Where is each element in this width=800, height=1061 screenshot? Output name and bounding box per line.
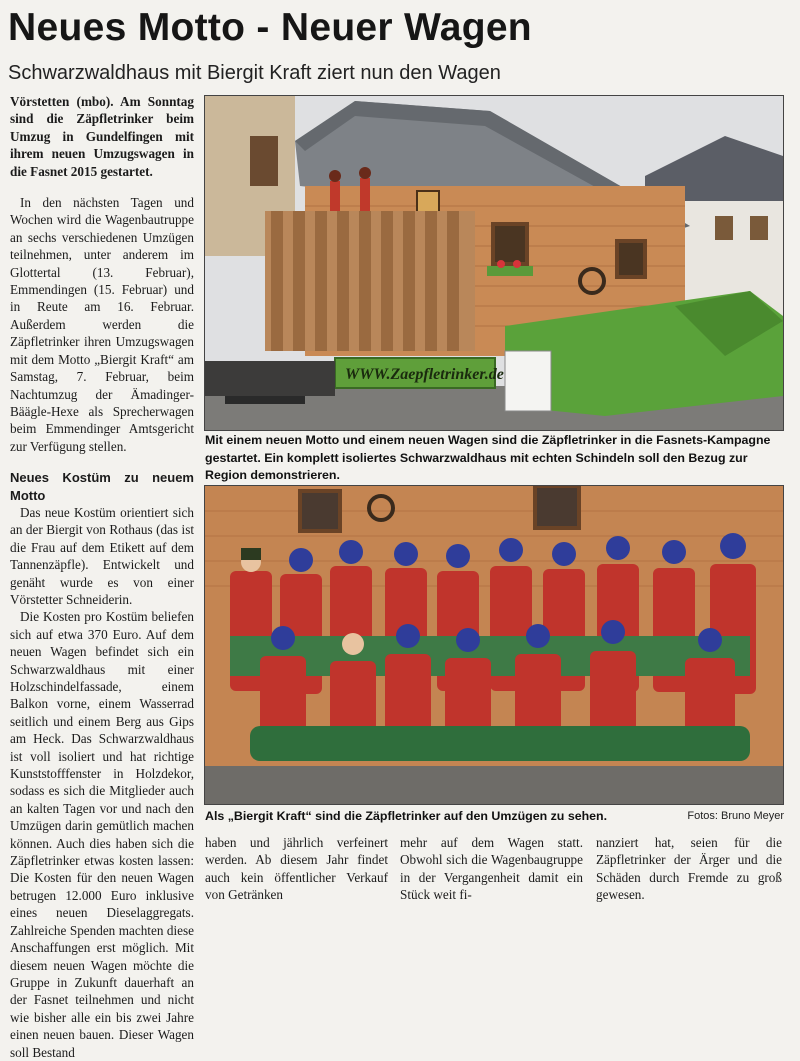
photo-credit: Fotos: Bruno Meyer — [687, 810, 784, 822]
float-photo-art — [205, 96, 783, 430]
bottom-paragraph-3: nanziert hat, seien für die Zäpfletrinker der Ärger und die Schäden durch Fremde zu groß gewesen. — [596, 835, 782, 903]
group-photo-art — [205, 486, 783, 804]
bottom-column-3 — [596, 834, 782, 904]
top-photo-caption: Mit einem neuen Motto und einem neuen Wagen sind die Zäpfletrinker in die Fasnets-Kampagne gestartet. Ein komplett isoliertes Schwarzwaldhaus mit echten Schindeln soll den Bezug zur Region demonstrieren. — [205, 433, 771, 482]
bottom-paragraph-2: mehr auf dem Wagen statt. Obwohl sich die Wagenbaugruppe in der Vergangenheit damit ein Stück weit fi- — [400, 835, 583, 903]
headline: Neues Motto - Neuer Wagen — [8, 6, 532, 49]
float-photo — [204, 95, 784, 431]
body-paragraph-1: In den nächsten Tagen und Wochen wird die Wagenbautruppe an sechs verschiedenen Umzügen teilnehmen, unter anderem im Glottertal (13. Februar), Emmendingen (15. Februar) und in Reute am 16. Februar. Außerdem werden die Zäpfletrinker ihren Umzugswagen mit dem Motto „Biergit Kraft“ am Samstag, 7. Februar, beim Nachtumzug der Ämadinger-Bäägle-Hexe als Sprecherwagen beim Emmendinger Amtsgericht zur Verfügung stellen. — [10, 195, 194, 454]
left-text-column — [10, 93, 194, 1061]
subheadline: Schwarzwaldhaus mit Biergit Kraft ziert nun den Wagen — [8, 62, 501, 84]
group-photo — [204, 485, 784, 805]
float-banner-text: WWW.Zaepfletrinker.de — [345, 366, 504, 383]
bottom-photo-caption: Als „Biergit Kraft“ sind die Zäpfletrinker auf den Umzügen zu sehen. — [205, 809, 608, 823]
body-paragraph-3: Die Kosten pro Kostüm beliefen sich auf etwa 370 Euro. Auf dem neuen Wagen befindet sich ein Schwarzwaldhaus mit einer Holzschindelfassade, einem Balkon vorne, einem Wasserrad seitlich und einem Berg aus Gips am Heck. Das Schwarzwaldhaus ist voll isoliert und hat richtige Kunststofffenster in Holzdekor, sodass es sich die Mitglieder auch an kalten Tagen vor und nach den Umzügen darin gemütlich machen können. Auch dies haben sich die Zäpfletrinker etwas kosten lassen: Die Kosten für den neuen Wagen betrugen 12.000 Euro inklusive eines neuen Dieselaggregats. Zahlreiche Spenden machten diese Anschaffungen erst möglich. Mit diesem neuen Wagen möchte die Gruppe in Zukunft dauerhaft an der Fasnet teilnehmen und nicht wie bisher alle ein bis zwei Jahre einen neuen bauen. Dieser Wagen soll Bestand — [10, 609, 194, 1060]
bottom-column-2 — [400, 834, 583, 904]
lead-paragraph: Vörstetten (mbo). Am Sonntag sind die Zäpfletrinker beim Umzug in Gundelfingen mit ihrem neuen Umzugswagen in die Fasnet 2015 gestartet. — [10, 94, 194, 179]
bottom-column-1 — [205, 834, 388, 904]
body-paragraph-2: Das neue Kostüm orientiert sich an der Biergit von Rothaus (das ist die Frau auf dem Etikett auf dem Tannenzäpfle). Entwickelt und genäht wurde es von einer Vörstetter Schneiderin. — [10, 504, 194, 607]
section-heading: Neues Kostüm zu neuem Motto — [10, 470, 194, 503]
bottom-paragraph-1: haben und jährlich verfeinert werden. Ab diesem Jahr findet auch kein öffentlicher Verkauf von Getränken — [205, 835, 388, 903]
